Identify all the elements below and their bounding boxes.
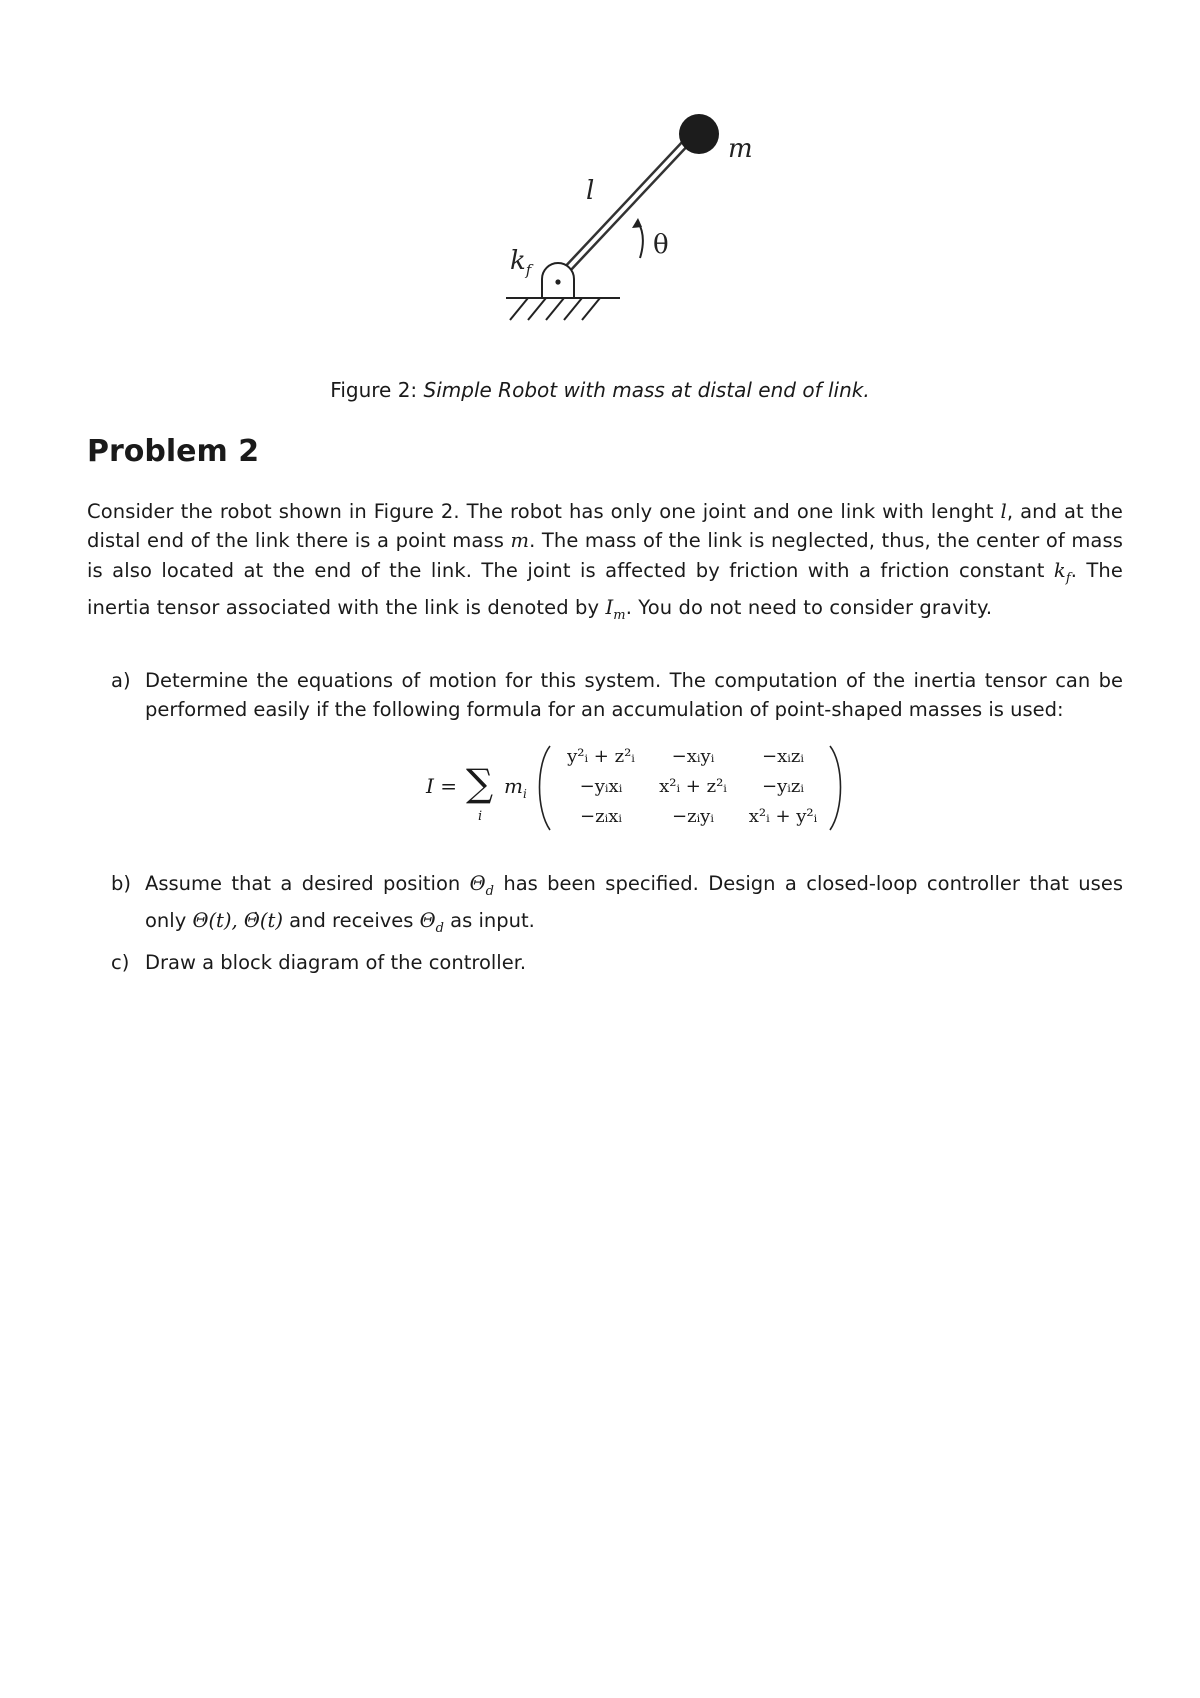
item-a-marker: a)	[111, 669, 131, 692]
friction-subscript: f	[525, 261, 532, 280]
intro-text-4: . The inertia tensor associated with the link is denoted by	[87, 558, 1123, 620]
intro-friction-subscript: f	[1065, 570, 1071, 586]
matrix-cell: −yᵢxᵢ	[579, 776, 623, 797]
intro-text-3: . The mass of the link is neglected, thus, the center of mass is also located at the end of the link. The joint is affected by friction with a friction constant	[87, 529, 1123, 582]
sum-symbol: ∑	[466, 761, 494, 805]
item-b-theta-d-input: Θ	[419, 909, 436, 933]
item-b-theta-d-input-subscript: d	[435, 921, 444, 937]
matrix-cell: −zᵢxᵢ	[580, 806, 622, 827]
ground-hatch	[546, 298, 564, 320]
intro-inertia-subscript: m	[613, 608, 626, 623]
item-b-text-1: Assume that a desired position	[145, 872, 470, 895]
intro-text-2: , and at the distal end of the link there is a point mass	[87, 500, 1124, 553]
inertia-tensor-equation	[420, 738, 850, 838]
item-a-text: Determine the equations of motion for this system. The computation of the inertia tensor can be performed easily if the following formula for an accumulation of point-shaped masses is used:	[145, 669, 1123, 722]
joint-pivot	[555, 279, 560, 284]
figure-caption	[0, 378, 1200, 402]
length-label: l	[586, 176, 595, 206]
intro-text-5: . You do not need to consider gravity.	[625, 596, 993, 620]
mass-label: m	[728, 134, 753, 164]
item-b-text-4: as input.	[443, 909, 535, 933]
sum-index: i	[478, 809, 483, 824]
intro-text-1: Consider the robot shown in Figure 2. The robot has only one joint and one link with lenght	[87, 500, 1001, 523]
matrix-cell: x²ᵢ + y²ᵢ	[748, 806, 818, 827]
matrix-cell: −xᵢzᵢ	[762, 746, 804, 767]
matrix-cell: −yᵢzᵢ	[762, 776, 804, 797]
robot-diagram	[440, 80, 780, 330]
caption-label: Figure 2:	[330, 378, 418, 402]
list-item-b	[111, 869, 1123, 944]
link-rod-inner	[558, 132, 696, 279]
matrix-cell: −zᵢyᵢ	[672, 806, 714, 827]
intro-length-symbol: l	[1000, 500, 1007, 523]
friction-label	[510, 248, 531, 278]
coefficient-m: m	[504, 774, 523, 798]
ground-hatch	[528, 298, 546, 320]
coefficient-subscript: i	[522, 787, 527, 801]
list-item-c	[111, 948, 1123, 977]
list-item-a	[111, 666, 1123, 725]
friction-k: k	[510, 246, 526, 276]
angle-arrow	[638, 222, 643, 258]
problem-intro-paragraph	[87, 497, 1123, 630]
item-c-text: Draw a block diagram of the controller.	[145, 951, 527, 974]
caption-text: Simple Robot with mass at distal end of link.	[423, 378, 870, 402]
item-b-theta-d: Θ	[469, 872, 486, 895]
right-paren	[830, 746, 841, 830]
angle-label: θ	[653, 230, 669, 260]
matrix-cell: −xᵢyᵢ	[671, 746, 715, 767]
point-mass	[679, 114, 719, 154]
item-b-text	[145, 869, 1123, 944]
item-b-theta-d-subscript: d	[485, 883, 494, 899]
item-b-marker: b)	[111, 872, 131, 895]
robot-figure	[440, 80, 780, 330]
intro-mass-symbol: m	[510, 529, 530, 553]
matrix-cell: x²ᵢ + z²ᵢ	[659, 776, 727, 797]
left-paren	[540, 746, 551, 830]
angle-arrowhead	[632, 218, 642, 228]
intro-inertia-symbol: I	[605, 596, 614, 620]
item-b-text-2: has been specified. Design a closed-loop controller that uses only	[145, 872, 1123, 933]
item-b-theta-functions: Θ(t), Θ̇(t)	[192, 909, 283, 933]
matrix-cell: y²ᵢ + z²ᵢ	[567, 746, 635, 767]
ground-hatch	[564, 298, 582, 320]
ground-hatch	[582, 298, 600, 320]
problem-title: Problem 2	[87, 434, 260, 469]
item-b-text-3: and receives	[282, 909, 420, 933]
equation-lhs-text: I =	[426, 774, 458, 798]
ground-hatch	[510, 298, 528, 320]
item-c-marker: c)	[111, 951, 130, 974]
intro-friction-symbol: k	[1053, 558, 1066, 582]
